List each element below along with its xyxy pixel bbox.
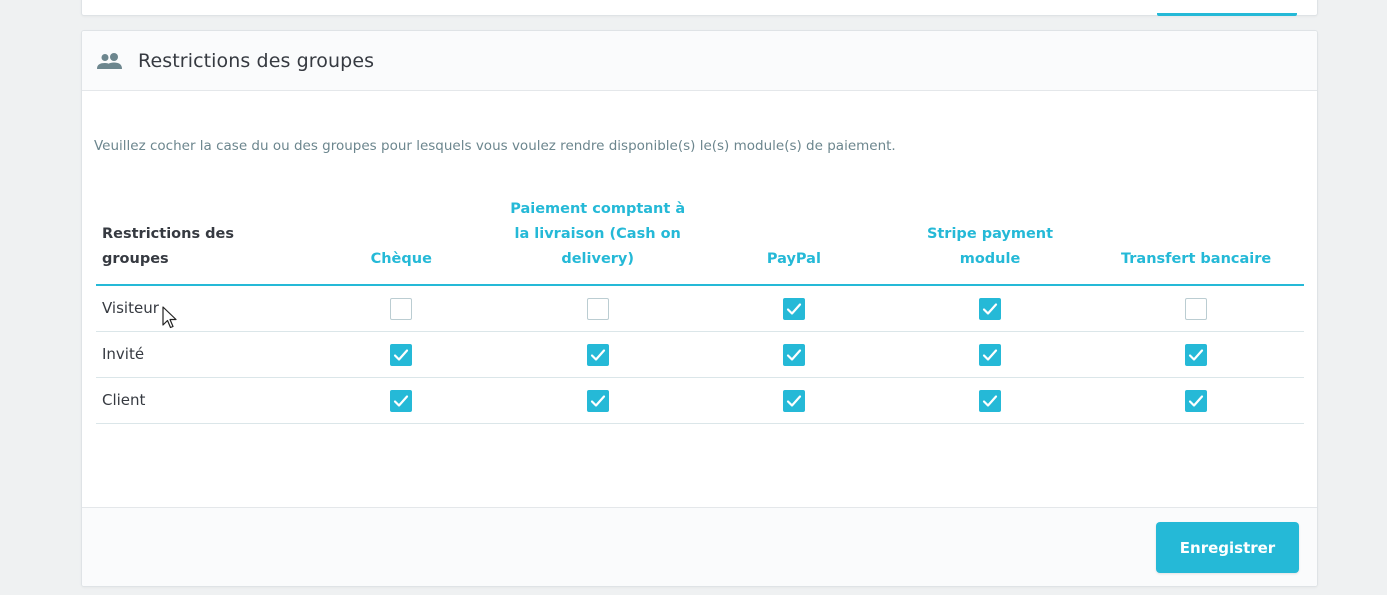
checkbox-cash-on-delivery-visiteur[interactable]	[587, 298, 609, 320]
save-button[interactable]: Enregistrer	[1156, 522, 1299, 573]
checkbox-cell	[696, 332, 892, 378]
people-icon	[96, 51, 124, 71]
group-name: Visiteur	[96, 285, 303, 332]
table-header-row	[96, 191, 1304, 285]
group-name: Invité	[96, 332, 303, 378]
checkbox-cash-on-delivery-client[interactable]	[587, 390, 609, 412]
checkmark-icon	[786, 394, 802, 408]
column-header-groups: Restrictions des groupes	[96, 191, 303, 285]
checkbox-cheque-invité[interactable]	[390, 344, 412, 366]
checkbox-cell	[499, 378, 696, 424]
checkbox-cell	[696, 378, 892, 424]
column-header-cash-on-delivery: Paiement comptant à la livraison (Cash on delivery)	[499, 191, 696, 285]
table-row	[96, 378, 1304, 424]
checkmark-icon	[590, 394, 606, 408]
checkbox-paypal-client[interactable]	[783, 390, 805, 412]
checkbox-cell	[499, 332, 696, 378]
checkbox-cell	[1088, 285, 1304, 332]
checkbox-stripe-invité[interactable]	[979, 344, 1001, 366]
group-restrictions-table	[96, 191, 1304, 424]
group-name: Client	[96, 378, 303, 424]
checkbox-paypal-invité[interactable]	[783, 344, 805, 366]
column-header-stripe: Stripe payment module	[892, 191, 1088, 285]
checkbox-bank-transfer-visiteur[interactable]	[1185, 298, 1207, 320]
checkbox-cell	[499, 285, 696, 332]
checkmark-icon	[393, 394, 409, 408]
column-header-paypal: PayPal	[696, 191, 892, 285]
checkbox-cell	[892, 378, 1088, 424]
checkmark-icon	[982, 348, 998, 362]
checkbox-cell	[1088, 378, 1304, 424]
previous-panel	[81, 0, 1318, 16]
group-restrictions-panel	[81, 30, 1318, 587]
column-header-bank-transfer: Transfert bancaire	[1088, 191, 1304, 285]
checkbox-cell	[696, 285, 892, 332]
help-text: Veuillez cocher la case du ou des groupes pour lesquels vous voulez rendre disponible(s) le(s) module(s) de paiement.	[94, 138, 896, 154]
checkmark-icon	[786, 348, 802, 362]
column-header-cheque: Chèque	[303, 191, 499, 285]
checkmark-icon	[786, 302, 802, 316]
checkbox-cell	[303, 285, 499, 332]
checkmark-icon	[1188, 394, 1204, 408]
checkmark-icon	[982, 394, 998, 408]
checkbox-bank-transfer-invité[interactable]	[1185, 344, 1207, 366]
panel-header	[82, 31, 1317, 91]
checkbox-stripe-visiteur[interactable]	[979, 298, 1001, 320]
table-row	[96, 332, 1304, 378]
checkbox-cheque-client[interactable]	[390, 390, 412, 412]
panel-footer	[82, 507, 1317, 586]
table-row	[96, 285, 1304, 332]
checkbox-paypal-visiteur[interactable]	[783, 298, 805, 320]
checkbox-cell	[303, 332, 499, 378]
checkbox-cheque-visiteur[interactable]	[390, 298, 412, 320]
checkmark-icon	[393, 348, 409, 362]
checkmark-icon	[590, 348, 606, 362]
checkbox-stripe-client[interactable]	[979, 390, 1001, 412]
checkbox-bank-transfer-client[interactable]	[1185, 390, 1207, 412]
checkmark-icon	[1188, 348, 1204, 362]
previous-panel-button[interactable]	[1157, 13, 1297, 16]
checkbox-cell	[892, 285, 1088, 332]
checkbox-cash-on-delivery-invité[interactable]	[587, 344, 609, 366]
checkbox-cell	[303, 378, 499, 424]
panel-title: Restrictions des groupes	[138, 49, 375, 72]
checkmark-icon	[982, 302, 998, 316]
checkbox-cell	[892, 332, 1088, 378]
checkbox-cell	[1088, 332, 1304, 378]
